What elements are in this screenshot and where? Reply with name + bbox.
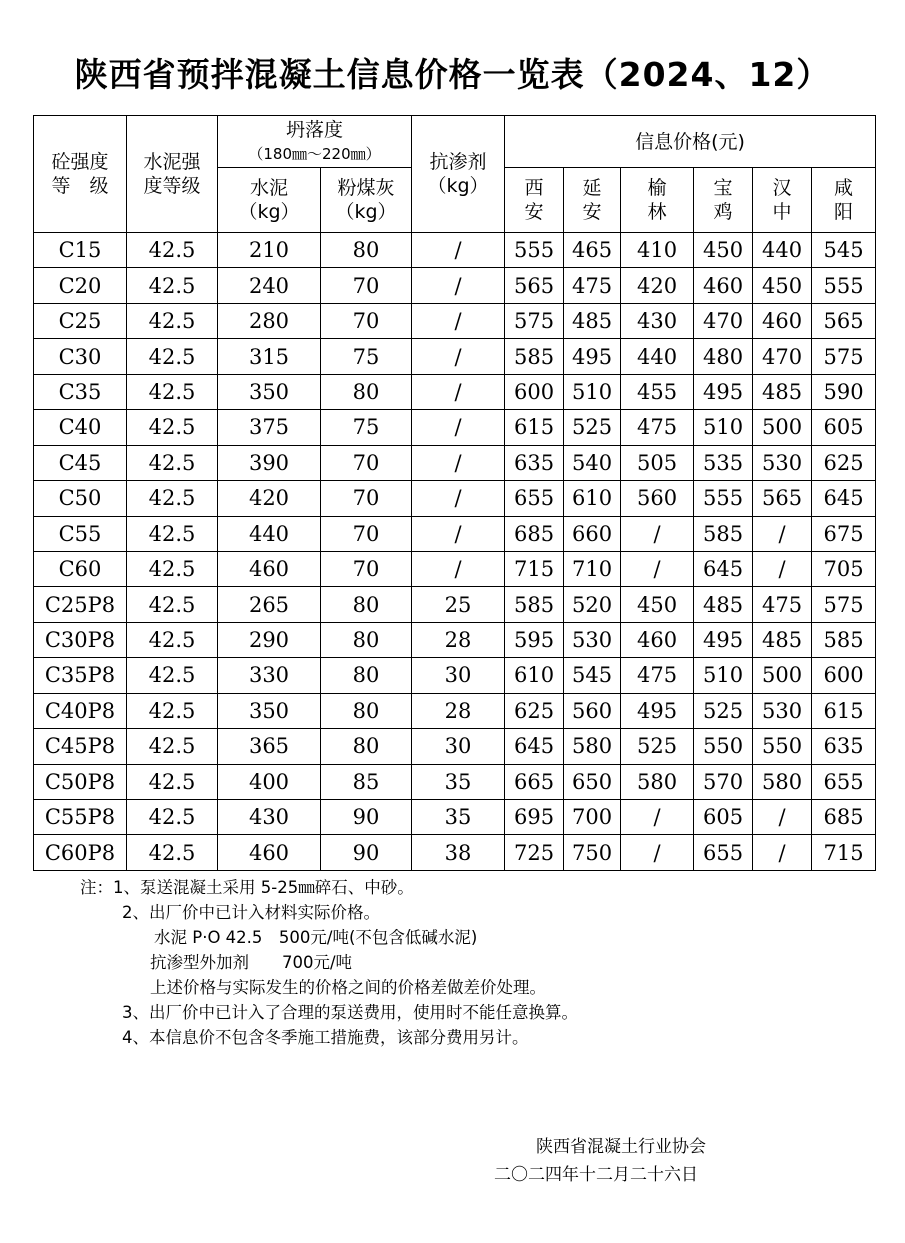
table-cell: 42.5: [127, 410, 218, 445]
table-cell: 420: [218, 481, 321, 516]
table-cell: 595: [505, 622, 564, 657]
table-cell: /: [412, 445, 505, 480]
table-cell: /: [621, 551, 694, 586]
table-cell: /: [621, 800, 694, 835]
table-cell: 525: [621, 729, 694, 764]
table-cell: 550: [694, 729, 753, 764]
table-cell: 460: [218, 835, 321, 871]
table-cell: /: [753, 551, 812, 586]
table-cell: C55: [34, 516, 127, 551]
table-cell: 470: [694, 303, 753, 338]
table-cell: 350: [218, 693, 321, 728]
table-cell: 600: [505, 374, 564, 409]
table-cell: 42.5: [127, 587, 218, 622]
table-cell: 450: [694, 233, 753, 268]
table-row: [34, 410, 876, 445]
header-cement-grade: 水泥强 度等级: [127, 116, 218, 233]
table-body: [34, 233, 876, 871]
table-cell: C15: [34, 233, 127, 268]
table-cell: 530: [753, 693, 812, 728]
header-grade: 砼强度 等 级: [34, 116, 127, 233]
table-cell: 585: [505, 339, 564, 374]
table-cell: 565: [505, 268, 564, 303]
table-row: [34, 481, 876, 516]
table-cell: /: [412, 339, 505, 374]
table-cell: 635: [812, 729, 876, 764]
table-cell: 450: [753, 268, 812, 303]
table-cell: 465: [564, 233, 621, 268]
table-cell: 535: [694, 445, 753, 480]
table-cell: 42.5: [127, 339, 218, 374]
table-cell: 290: [218, 622, 321, 657]
table-cell: 85: [321, 764, 412, 799]
header-city-hanzhong: 汉 中: [753, 168, 812, 233]
header-city-xianyang: 咸 阳: [812, 168, 876, 233]
header-city-baoji: 宝 鸡: [694, 168, 753, 233]
table-cell: 565: [812, 303, 876, 338]
table-row: [34, 764, 876, 799]
table-cell: /: [412, 410, 505, 445]
table-cell: 495: [621, 693, 694, 728]
table-cell: 540: [564, 445, 621, 480]
table-cell: 460: [753, 303, 812, 338]
table-cell: 28: [412, 693, 505, 728]
table-cell: 42.5: [127, 374, 218, 409]
table-row: [34, 551, 876, 586]
table-cell: 655: [505, 481, 564, 516]
table-cell: 710: [564, 551, 621, 586]
table-cell: 565: [753, 481, 812, 516]
table-cell: 660: [564, 516, 621, 551]
table-cell: 500: [753, 658, 812, 693]
note-3: 3、出厂价中已计入了合理的泵送费用，使用时不能任意换算。: [122, 1003, 578, 1022]
note-2-difference: 上述价格与实际发生的价格之间的价格差做差价处理。: [150, 978, 546, 997]
table-row: [34, 374, 876, 409]
table-cell: /: [412, 374, 505, 409]
table-cell: C50: [34, 481, 127, 516]
table-cell: 510: [694, 658, 753, 693]
table-cell: 580: [621, 764, 694, 799]
table-cell: 75: [321, 339, 412, 374]
table-cell: 655: [694, 835, 753, 871]
table-cell: 80: [321, 374, 412, 409]
table-cell: 605: [694, 800, 753, 835]
table-cell: /: [412, 481, 505, 516]
table-cell: 80: [321, 658, 412, 693]
table-cell: C50P8: [34, 764, 127, 799]
table-row: [34, 693, 876, 728]
table-cell: /: [412, 268, 505, 303]
note-1: 注：1、泵送混凝土采用 5-25㎜碎石、中砂。: [80, 878, 414, 897]
table-cell: C30P8: [34, 622, 127, 657]
header-price: 信息价格(元): [505, 116, 876, 168]
table-row: [34, 268, 876, 303]
table-cell: 365: [218, 729, 321, 764]
table-cell: 625: [505, 693, 564, 728]
table-cell: 580: [753, 764, 812, 799]
table-cell: 70: [321, 303, 412, 338]
table-cell: 530: [753, 445, 812, 480]
table-cell: 470: [753, 339, 812, 374]
signature-org: 陕西省混凝土行业协会: [536, 1137, 706, 1157]
table-cell: 440: [753, 233, 812, 268]
table-cell: 615: [812, 693, 876, 728]
table-cell: 42.5: [127, 800, 218, 835]
table-cell: 485: [694, 587, 753, 622]
table-cell: 555: [505, 233, 564, 268]
table-cell: 420: [621, 268, 694, 303]
table-cell: 675: [812, 516, 876, 551]
note-2-admixture: 抗渗型外加剂 700元/吨: [150, 953, 353, 972]
table-cell: 555: [694, 481, 753, 516]
table-cell: 715: [505, 551, 564, 586]
table-cell: 25: [412, 587, 505, 622]
table-cell: 38: [412, 835, 505, 871]
header-slump: [218, 116, 412, 168]
note-2: 2、出厂价中已计入材料实际价格。: [122, 903, 380, 922]
table-cell: 705: [812, 551, 876, 586]
table-cell: 42.5: [127, 481, 218, 516]
table-cell: 42.5: [127, 445, 218, 480]
table-cell: 475: [621, 658, 694, 693]
table-cell: 70: [321, 445, 412, 480]
table-cell: /: [412, 516, 505, 551]
table-cell: /: [753, 800, 812, 835]
table-cell: 605: [812, 410, 876, 445]
header-city-yulin: 榆 林: [621, 168, 694, 233]
table-cell: 655: [812, 764, 876, 799]
table-cell: 35: [412, 764, 505, 799]
table-cell: 750: [564, 835, 621, 871]
table-cell: 635: [505, 445, 564, 480]
table-cell: 665: [505, 764, 564, 799]
table-cell: 450: [621, 587, 694, 622]
header-slump-label: 坍落度: [286, 118, 344, 141]
table-row: [34, 800, 876, 835]
table-cell: 585: [505, 587, 564, 622]
table-cell: 525: [694, 693, 753, 728]
table-cell: 28: [412, 622, 505, 657]
table-cell: 75: [321, 410, 412, 445]
table-cell: 550: [753, 729, 812, 764]
table-cell: C60: [34, 551, 127, 586]
table-cell: 80: [321, 693, 412, 728]
table-cell: 70: [321, 268, 412, 303]
table-cell: 80: [321, 587, 412, 622]
table-row: [34, 445, 876, 480]
header-city-yanan: 延 安: [564, 168, 621, 233]
table-cell: C55P8: [34, 800, 127, 835]
table-cell: /: [412, 233, 505, 268]
table-cell: 315: [218, 339, 321, 374]
table-cell: 485: [753, 374, 812, 409]
table-row: [34, 303, 876, 338]
table-cell: C40P8: [34, 693, 127, 728]
table-cell: C45P8: [34, 729, 127, 764]
table-cell: 510: [694, 410, 753, 445]
table-cell: 350: [218, 374, 321, 409]
table-cell: 70: [321, 481, 412, 516]
table-cell: 375: [218, 410, 321, 445]
table-cell: 42.5: [127, 516, 218, 551]
table-cell: /: [621, 835, 694, 871]
table-cell: 280: [218, 303, 321, 338]
table-cell: 42.5: [127, 551, 218, 586]
table-cell: C25P8: [34, 587, 127, 622]
table-cell: 80: [321, 622, 412, 657]
table-cell: 575: [812, 339, 876, 374]
table-cell: 585: [694, 516, 753, 551]
table-cell: 555: [812, 268, 876, 303]
table-cell: 590: [812, 374, 876, 409]
table-cell: 685: [505, 516, 564, 551]
table-cell: 440: [218, 516, 321, 551]
header-city-xian: 西 安: [505, 168, 564, 233]
note-4: 4、本信息价不包含冬季施工措施费，该部分费用另计。: [122, 1028, 529, 1047]
table-cell: 725: [505, 835, 564, 871]
signature: [494, 1133, 794, 1189]
table-cell: 80: [321, 233, 412, 268]
table-cell: 42.5: [127, 658, 218, 693]
table-cell: C60P8: [34, 835, 127, 871]
table-cell: 505: [621, 445, 694, 480]
table-row: [34, 622, 876, 657]
table-cell: 265: [218, 587, 321, 622]
table-cell: 42.5: [127, 764, 218, 799]
header-cement: 水泥 （kg）: [218, 168, 321, 233]
table-cell: 30: [412, 658, 505, 693]
table-cell: 240: [218, 268, 321, 303]
table-cell: 430: [621, 303, 694, 338]
table-cell: 485: [564, 303, 621, 338]
table-cell: 545: [812, 233, 876, 268]
table-cell: 510: [564, 374, 621, 409]
signature-date: 二〇二四年十二月二十六日: [494, 1165, 698, 1185]
table-cell: 42.5: [127, 233, 218, 268]
table-cell: 530: [564, 622, 621, 657]
table-cell: 685: [812, 800, 876, 835]
table-cell: 400: [218, 764, 321, 799]
table-cell: 440: [621, 339, 694, 374]
table-cell: 455: [621, 374, 694, 409]
table-cell: 645: [812, 481, 876, 516]
table-cell: 210: [218, 233, 321, 268]
table-cell: 42.5: [127, 729, 218, 764]
table-cell: /: [621, 516, 694, 551]
table-cell: /: [753, 516, 812, 551]
table-cell: /: [412, 303, 505, 338]
table-cell: /: [412, 551, 505, 586]
table-cell: 460: [694, 268, 753, 303]
table-cell: 650: [564, 764, 621, 799]
table-cell: 42.5: [127, 622, 218, 657]
notes: [80, 875, 840, 1050]
table-row: [34, 658, 876, 693]
table-cell: 475: [753, 587, 812, 622]
table-cell: 475: [621, 410, 694, 445]
table-cell: 485: [753, 622, 812, 657]
table-cell: 545: [564, 658, 621, 693]
table-cell: 42.5: [127, 268, 218, 303]
table-cell: C45: [34, 445, 127, 480]
header-slump-range: （180㎜～220㎜）: [248, 144, 381, 163]
table-cell: 525: [564, 410, 621, 445]
table-cell: /: [753, 835, 812, 871]
table-cell: 90: [321, 800, 412, 835]
table-cell: 520: [564, 587, 621, 622]
table-cell: 560: [564, 693, 621, 728]
price-table: [33, 115, 876, 871]
table-cell: 615: [505, 410, 564, 445]
table-cell: 475: [564, 268, 621, 303]
table-cell: 560: [621, 481, 694, 516]
table-cell: 700: [564, 800, 621, 835]
header-impermeable: 抗渗剂 （kg）: [412, 116, 505, 233]
table-cell: 575: [505, 303, 564, 338]
table-cell: 575: [812, 587, 876, 622]
table-cell: C40: [34, 410, 127, 445]
table-cell: 460: [621, 622, 694, 657]
table-cell: 625: [812, 445, 876, 480]
table-cell: 42.5: [127, 693, 218, 728]
table-cell: 495: [564, 339, 621, 374]
table-cell: 715: [812, 835, 876, 871]
table-cell: 390: [218, 445, 321, 480]
table-cell: 570: [694, 764, 753, 799]
table-cell: 600: [812, 658, 876, 693]
note-2-cement: 水泥 P·O 42.5 500元/吨(不包含低碱水泥): [154, 928, 478, 947]
table-cell: 42.5: [127, 835, 218, 871]
header-flyash: 粉煤灰 （kg）: [321, 168, 412, 233]
table-cell: 30: [412, 729, 505, 764]
table-cell: 410: [621, 233, 694, 268]
table-cell: 330: [218, 658, 321, 693]
table-cell: 645: [694, 551, 753, 586]
table-cell: 460: [218, 551, 321, 586]
table-cell: 70: [321, 516, 412, 551]
table-cell: 35: [412, 800, 505, 835]
table-row: [34, 516, 876, 551]
table-row: [34, 835, 876, 871]
table-cell: C30: [34, 339, 127, 374]
table-row: [34, 233, 876, 268]
table-cell: 610: [564, 481, 621, 516]
table-cell: 580: [564, 729, 621, 764]
table-row: [34, 339, 876, 374]
table-cell: C35: [34, 374, 127, 409]
table-cell: 695: [505, 800, 564, 835]
table-cell: 645: [505, 729, 564, 764]
table-cell: 495: [694, 622, 753, 657]
table-row: [34, 729, 876, 764]
table-cell: 430: [218, 800, 321, 835]
table-cell: 480: [694, 339, 753, 374]
page-title: 陕西省预拌混凝土信息价格一览表（2024、12）: [74, 55, 831, 94]
table-cell: 610: [505, 658, 564, 693]
table-cell: 585: [812, 622, 876, 657]
table-cell: 80: [321, 729, 412, 764]
table-cell: 90: [321, 835, 412, 871]
table-cell: C25: [34, 303, 127, 338]
table-cell: 495: [694, 374, 753, 409]
table-cell: 70: [321, 551, 412, 586]
table-cell: C35P8: [34, 658, 127, 693]
table-row: [34, 587, 876, 622]
table-cell: 42.5: [127, 303, 218, 338]
table-cell: 500: [753, 410, 812, 445]
table-cell: C20: [34, 268, 127, 303]
